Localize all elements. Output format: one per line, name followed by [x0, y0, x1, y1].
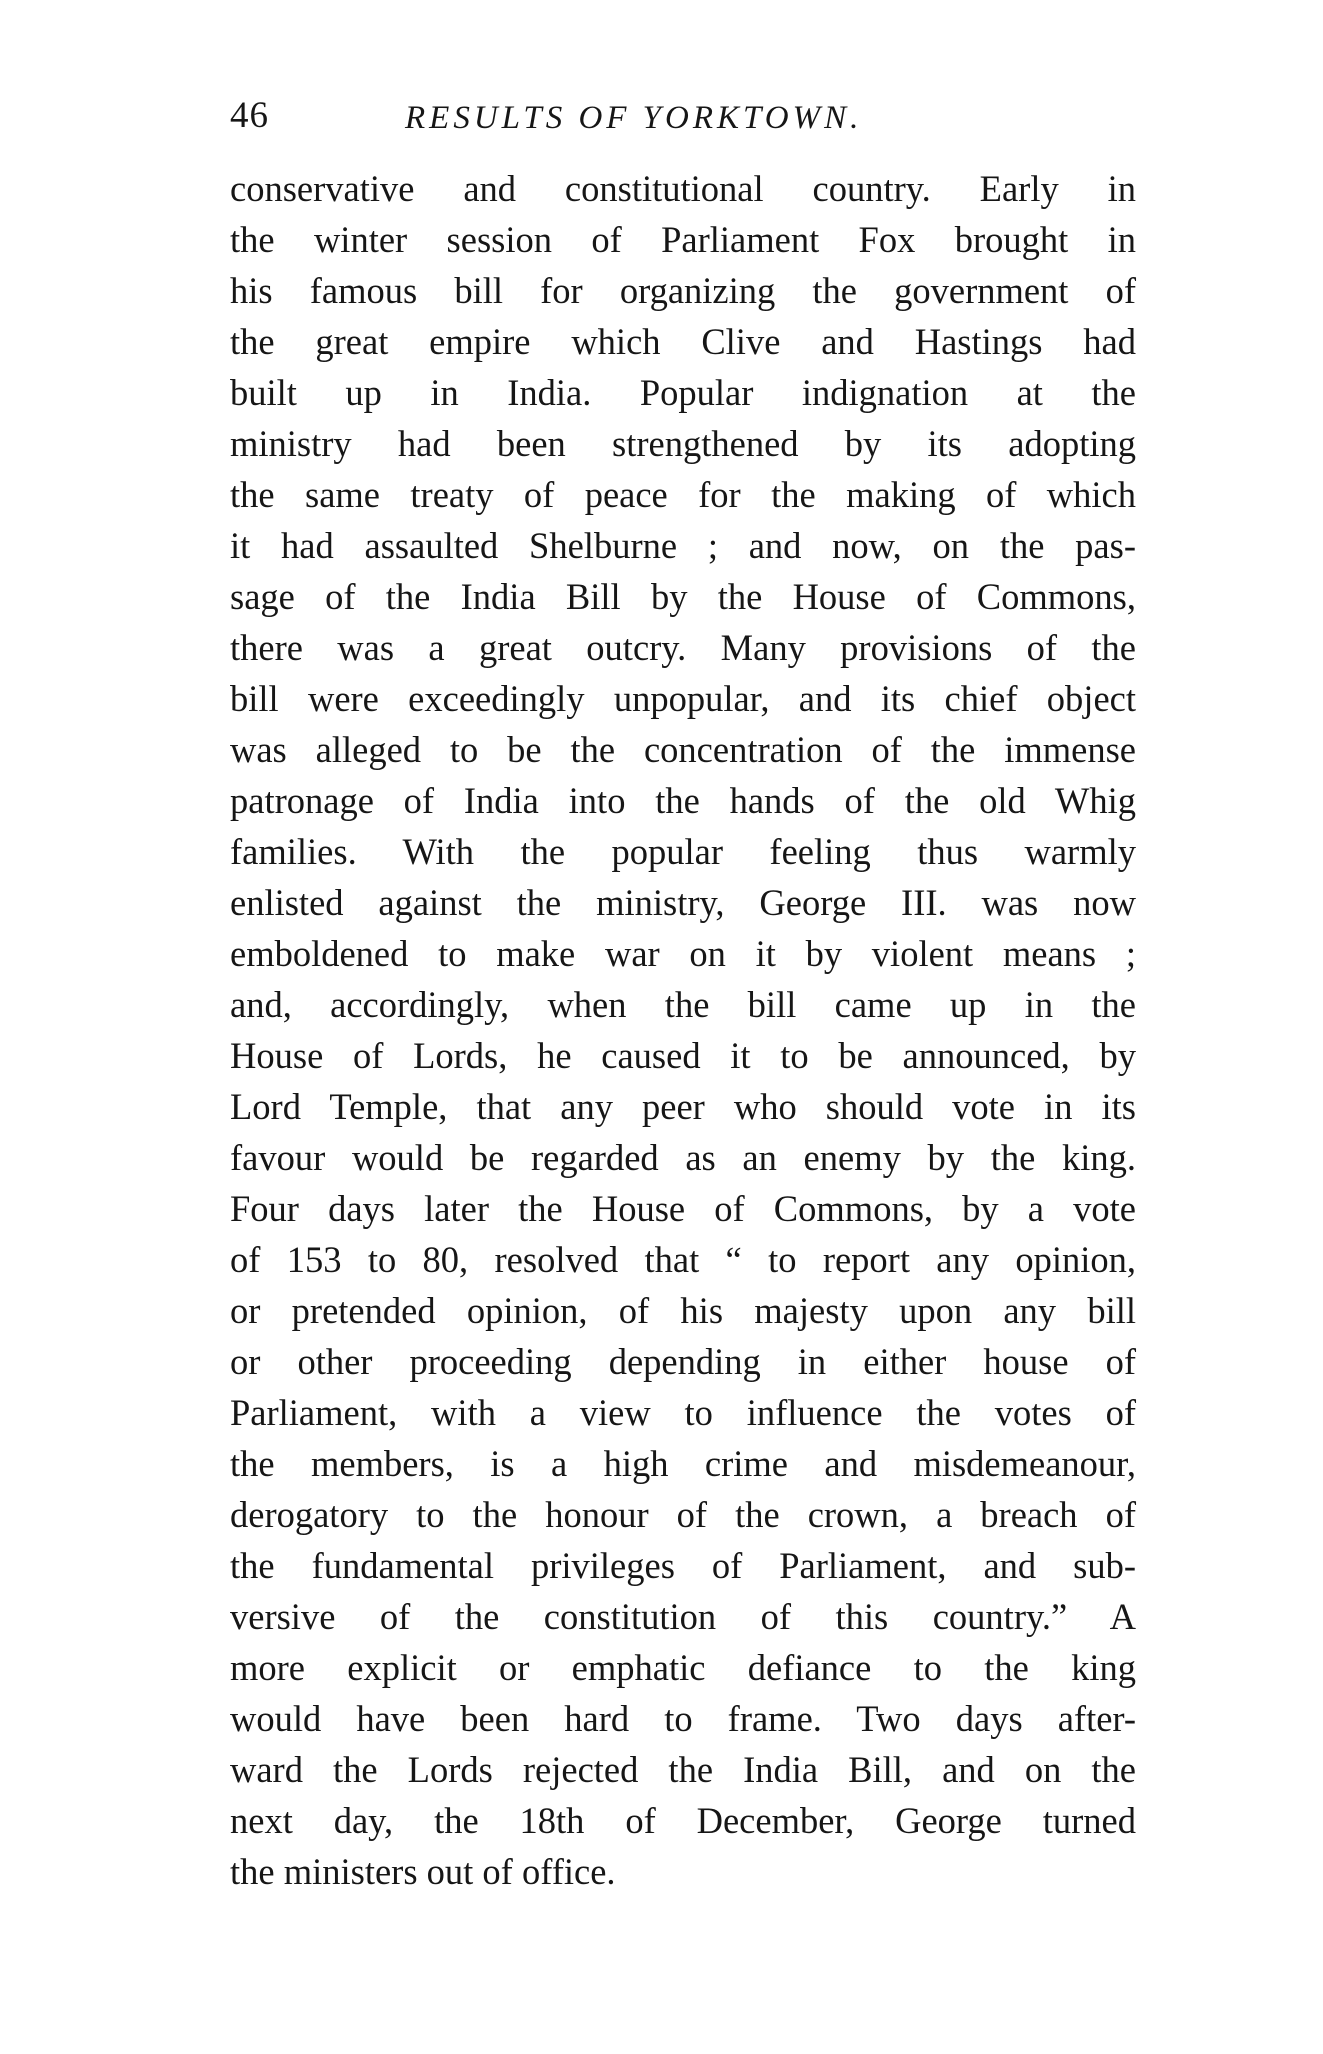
text-line: emboldened to make war on it by violent means ; — [230, 933, 1136, 974]
text-line: the fundamental privileges of Parliament, and sub- — [230, 1545, 1136, 1586]
text-line: of 153 to 80, resolved that “ to report any opinion, — [230, 1239, 1136, 1280]
text-line: conservative and constitutional country. Early in — [230, 168, 1136, 209]
text-line: built up in India. Popular indignation at the — [230, 372, 1136, 413]
text-line: favour would be regarded as an enemy by the king. — [230, 1137, 1136, 1178]
text-line: there was a great outcry. Many provisions of the — [230, 627, 1136, 668]
text-line: families. With the popular feeling thus warmly — [230, 831, 1136, 872]
text-line-last: the ministers out of office. — [230, 1851, 616, 1892]
running-title: RESULTS OF YORKTOWN. — [405, 100, 863, 136]
text-line: Four days later the House of Commons, by a vote — [230, 1188, 1136, 1229]
text-line: patronage of India into the hands of the old Whig — [230, 780, 1136, 821]
text-line: derogatory to the honour of the crown, a breach of — [230, 1494, 1136, 1535]
text-line: bill were exceedingly unpopular, and its chief object — [230, 678, 1136, 719]
text-line: ward the Lords rejected the India Bill, and on the — [230, 1749, 1136, 1790]
text-line: the same treaty of peace for the making of which — [230, 474, 1136, 515]
text-line: sage of the India Bill by the House of Commons, — [230, 576, 1136, 617]
text-line: the members, is a high crime and misdemeanour, — [230, 1443, 1136, 1484]
text-line: the winter session of Parliament Fox brought in — [230, 219, 1136, 260]
text-line: next day, the 18th of December, George turned — [230, 1800, 1136, 1841]
text-line: the great empire which Clive and Hastings had — [230, 321, 1136, 362]
text-line: Parliament, with a view to influence the votes of — [230, 1392, 1136, 1433]
text-line: was alleged to be the concentration of the immense — [230, 729, 1136, 770]
text-line: Lord Temple, that any peer who should vote in its — [230, 1086, 1136, 1127]
text-line: would have been hard to frame. Two days after- — [230, 1698, 1136, 1739]
running-head — [230, 96, 1130, 146]
text-line: it had assaulted Shelburne ; and now, on the pas- — [230, 525, 1136, 566]
text-line: House of Lords, he caused it to be announced, by — [230, 1035, 1136, 1076]
text-line: and, accordingly, when the bill came up in the — [230, 984, 1136, 1025]
text-line: enlisted against the ministry, George III. was now — [230, 882, 1136, 923]
text-line: or pretended opinion, of his majesty upon any bill — [230, 1290, 1136, 1331]
text-line: versive of the constitution of this country.” A — [230, 1596, 1136, 1637]
text-line: his famous bill for organizing the government of — [230, 270, 1136, 311]
body-text — [230, 163, 1136, 1897]
text-line: or other proceeding depending in either house of — [230, 1341, 1136, 1382]
text-line: ministry had been strengthened by its adopting — [230, 423, 1136, 464]
text-line: more explicit or emphatic defiance to the king — [230, 1647, 1136, 1688]
page-number: 46 — [230, 95, 269, 136]
